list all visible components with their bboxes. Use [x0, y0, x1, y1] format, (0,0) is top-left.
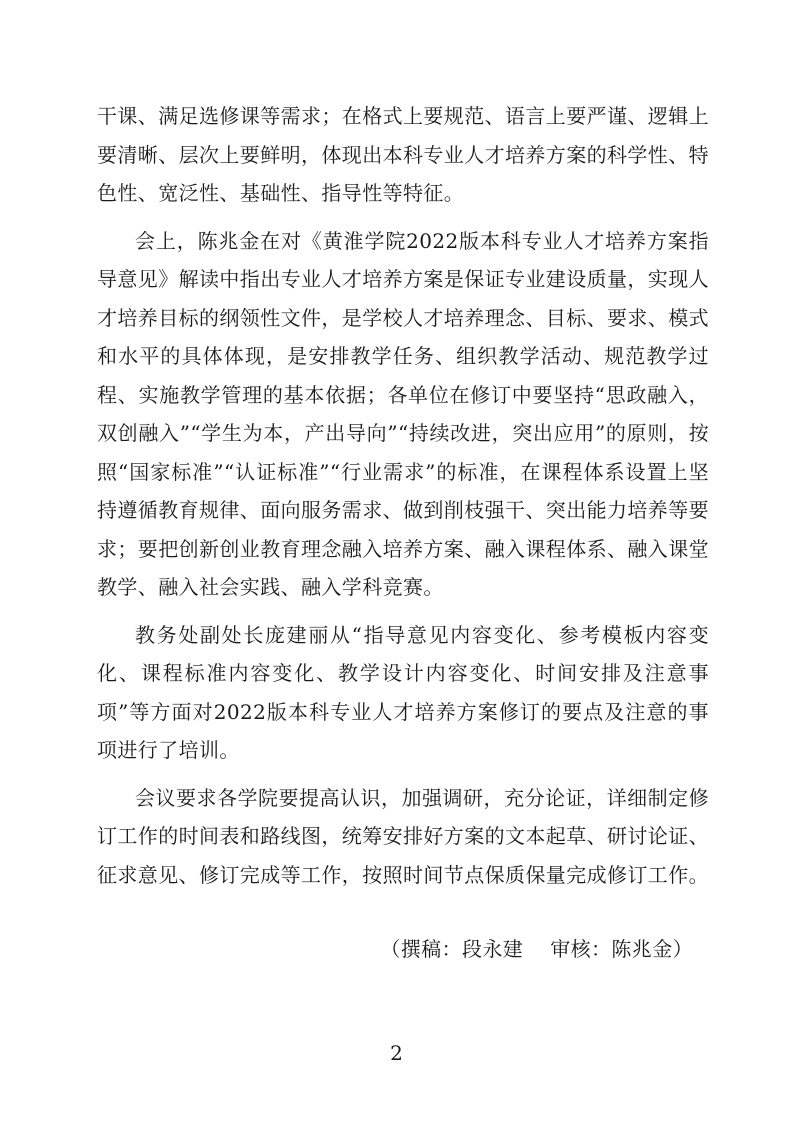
- paragraph-continuation: 干课、满足选修课等需求；在格式上要规范、语言上要严谨、逻辑上要清晰、层次上要鲜明，体现出本科专业人才培养方案的科学性、特色性、宽泛性、基础性、指导性等特征。: [97, 104, 709, 205]
- paragraph-meeting-speech: 会上，陈兆金在对《黄淮学院2022版本科专业人才培养方案指导意见》解读中指出专业人才培养方案是保证专业建设质量，实现人才培养目标的纲领性文件，是学校人才培养理念、目标、要求、模式和水平的具体体现，是安排教学任务、组织教学活动、规范教学过程、实施教学管理的基本依据；各单位在修订中要坚持“思政融入，双创融入”“学生为本，产出导向”“持续改进，突出应用”的原则，按照“国家标准”“认证标准”“行业需求”的标准，在课程体系设置上坚持遵循教育规律、面向服务需求、做到削枝强干、突出能力培养等要求；要把创新创业教育理念融入培养方案、融入课程体系、融入课堂教学、融入社会实践、融入学科竞赛。: [97, 228, 709, 599]
- paragraph-training: 教务处副处长庞建丽从“指导意见内容变化、参考模板内容变化、课程标准内容变化、教学设计内容变化、时间安排及注意事项”等方面对2022版本科专业人才培养方案修订的要点及注意的事项进行了培训。: [97, 622, 709, 762]
- document-body: [97, 97, 709, 903]
- page-number: 2: [390, 1041, 403, 1065]
- paragraph-meeting-requirements: 会议要求各学院要提高认识，加强调研，充分论证，详细制定修订工作的时间表和路线图，统筹安排好方案的文本起草、研讨论证、征求意见、修订完成等工作，按照时间节点保质保量完成修订工作。: [97, 785, 709, 887]
- author-reviewer-credit: （撰稿：段永建 审核：陈兆金）: [380, 937, 693, 961]
